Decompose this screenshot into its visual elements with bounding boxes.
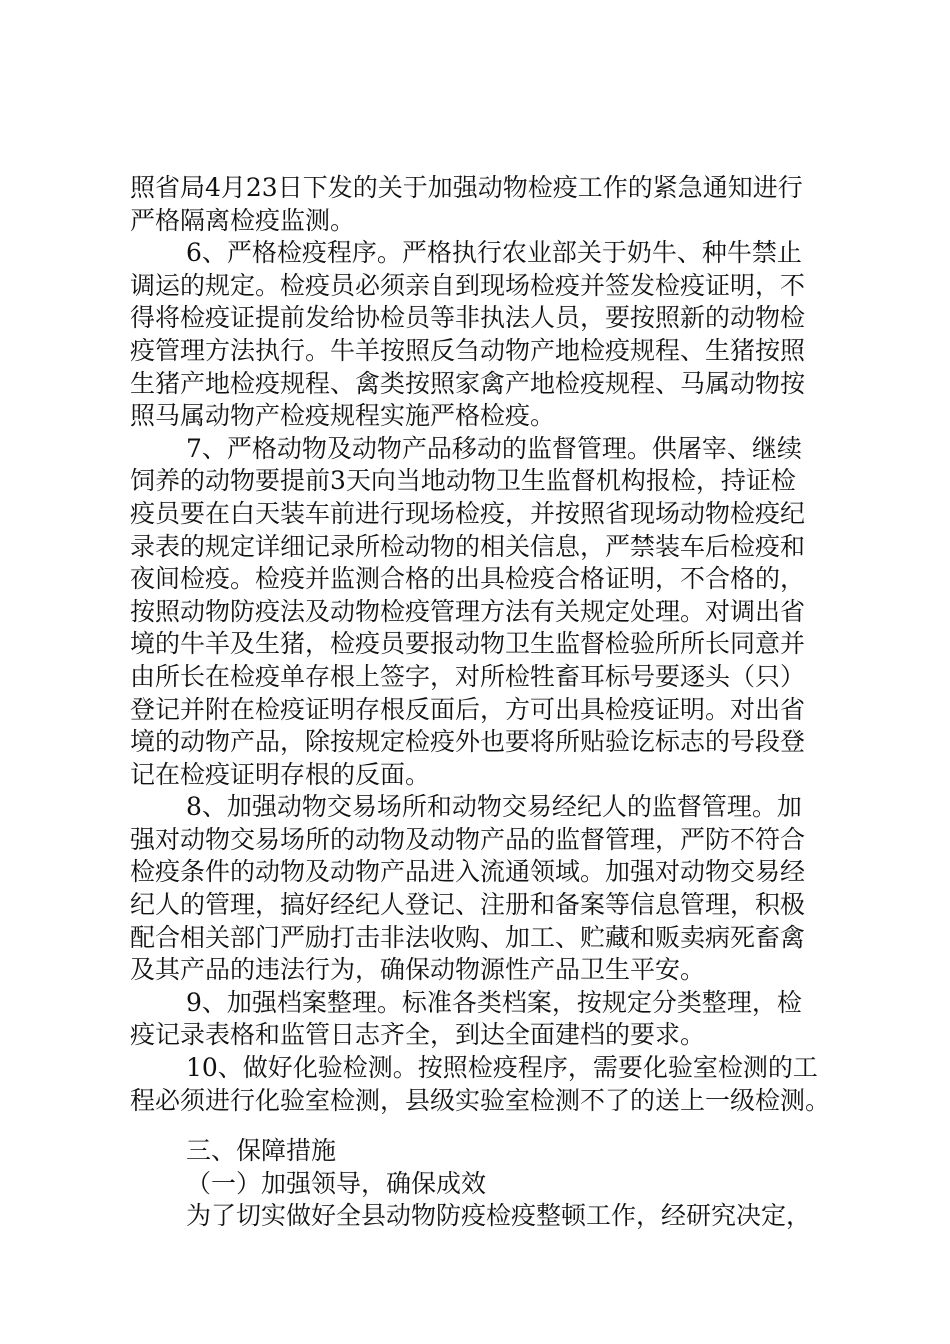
text-line: 境的动物产品，除按规定检疫外也要将所贴验讫标志的号段登 [130, 727, 806, 757]
text-line: 得将检疫证提前发给协检员等非执法人员，要按照新的动物检 [130, 303, 806, 333]
text-line: 疫员要在白天装车前进行现场检疫，并按照省现场动物检疫纪 [130, 498, 806, 528]
text-line: 生猪产地检疫规程、禽类按照家禽产地检疫规程、马属动物按 [130, 368, 806, 398]
text-line: 疫记录表格和监管日志齐全，到达全面建档的要求。 [130, 1020, 706, 1050]
text-line: 按照动物防疫法及动物检疫管理方法有关规定处理。对调出省 [130, 596, 806, 626]
text-line: 检疫条件的动物及动物产品进入流通领域。加强对动物交易经 [130, 857, 806, 887]
text-line: 由所长在检疫单存根上签字，对所检牲畜耳标号要逐头（只） [130, 661, 806, 691]
section-gap [130, 1117, 840, 1135]
text-line: 配合相关部门严励打击非法收购、加工、贮藏和贩卖病死畜禽 [130, 922, 806, 952]
paragraph-start-6: 6、严格检疫程序。严格执行农业部关于奶牛、种牛禁止 [186, 238, 802, 268]
subsection-heading: （一）加强领导，确保成效 [186, 1168, 487, 1198]
text-line: 疫管理方法执行。牛羊按照反刍动物产地检疫规程、生猪按照 [130, 335, 806, 365]
text-line: 录表的规定详细记录所检动物的相关信息，严禁装车后检疫和 [130, 531, 806, 561]
paragraph-start-9: 9、加强档案整理。标准各类档案，按规定分类整理，检 [186, 987, 802, 1017]
text-line: 严格隔离检疫监测。 [130, 205, 356, 235]
text-line: 境的牛羊及生猪，检疫员要报动物卫生监督检验所所长同意并 [130, 629, 806, 659]
text-line: 登记并附在检疫证明存根反面后，方可出具检疫证明。对出省 [130, 694, 806, 724]
text-line: 饲养的动物要提前3天向当地动物卫生监督机构报检，持证检 [130, 466, 796, 496]
paragraph-start-7: 7、严格动物及动物产品移动的监督管理。供屠宰、继续 [186, 433, 802, 463]
paragraph-start-10: 10、做好化验检测。按照检疫程序，需要化验室检测的工 [186, 1053, 818, 1083]
text-line: 及其产品的违法行为，确保动物源性产品卫生平安。 [130, 955, 706, 985]
text-line: 强对动物交易场所的动物及动物产品的监督管理，严防不符合 [130, 824, 806, 854]
text-line: 调运的规定。检疫员必须亲自到现场检疫并签发检疫证明，不 [130, 270, 806, 300]
text-line: 照马属动物产检疫规程实施严格检疫。 [130, 401, 556, 431]
text-line: 照省局4月23日下发的关于加强动物检疫工作的紧急通知进行 [130, 173, 803, 202]
text-line: 纪人的管理，搞好经纪人登记、注册和备案等信息管理，积极 [130, 890, 806, 920]
paragraph-start-8: 8、加强动物交易场所和动物交易经纪人的监督管理。加 [186, 792, 802, 822]
text-line: 记在检疫证明存根的反面。 [130, 759, 431, 789]
text-line: 程必须进行化验室检测，县级实验室检测不了的送上一级检测。 [130, 1085, 831, 1115]
text-line: 夜间检疫。检疫并监测合格的出具检疫合格证明，不合格的， [130, 564, 806, 594]
paragraph-start: 为了切实做好全县动物防疫检疫整顿工作，经研究决定， [186, 1201, 812, 1231]
section-heading: 三、保障措施 [186, 1136, 337, 1166]
document-body [130, 172, 840, 1233]
